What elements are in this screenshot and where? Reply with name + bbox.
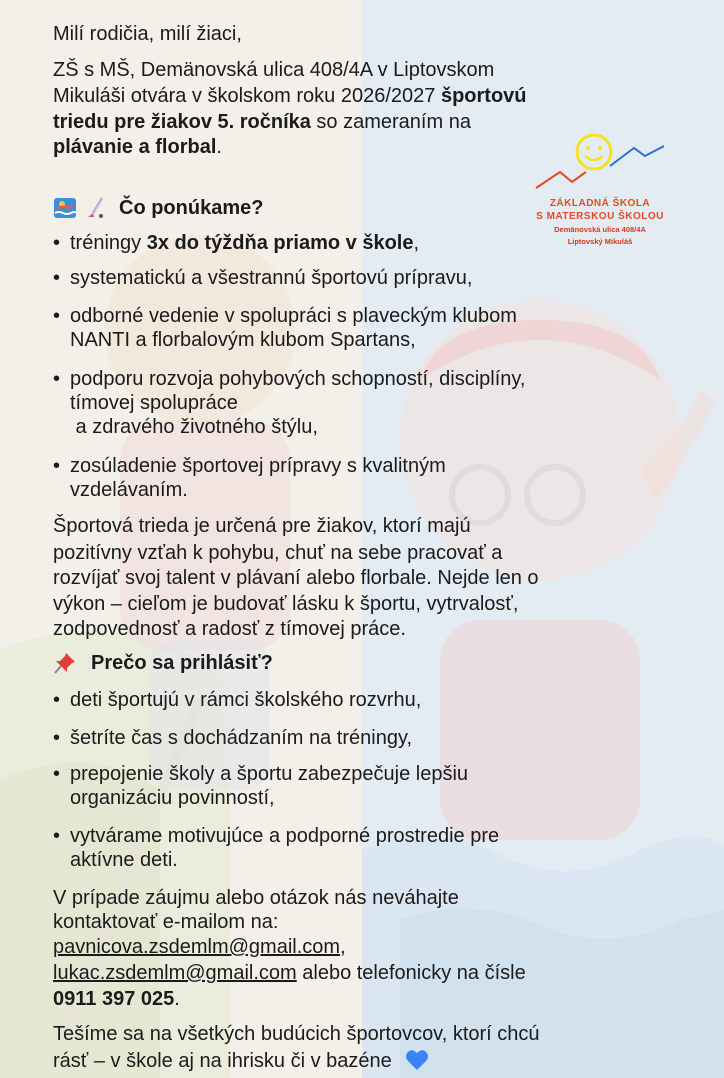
- greeting: Milí rodičia, milí žiaci,: [53, 23, 242, 45]
- intro-line: triedu pre žiakov 5. ročníka so zameraním na: [53, 111, 471, 133]
- contact-line: 0911 397 025.: [53, 988, 180, 1010]
- why-heading: [53, 651, 273, 675]
- offer-heading-text: Čo ponúkame?: [119, 197, 264, 219]
- flyer-content: Milí rodičia, milí žiaci, ZŠ s MŠ, Demänovská ulica 408/4A v Liptovskom Mikuláši otvára v školskom roku 2026/2027 športovú triedu pre žiakov 5. ročníka so zameraním na plávanie a florbal. ZÁKLADNÁ ŠKOLA S MATERSKOU ŠKOLOU Demänovská ulica 408/4A Liptovský Mikuláš Čo ponúkame? • tréningy 3x do týždňa priamo v škole, • systematickú a všestrannú športovú prípravu, • odborné vedenie v spolupráci s plaveckým klubom NANTI a florbalovým klubom Spartans, • podporu rozvoja pohybových schopností, disciplíny, tímovej spolupráce a zdravého životného štýlu, • zosúladenie športovej prípravy s kvalitným vzdelávaním. Športová trieda je určená pre žiakov, ktorí majú pozitívny vzťah k pohybu, chuť na sebe pracovať a rozvíjať svoj talent v plávaní alebo florbale. Nejde len o výkon – cieľom je budovať lásku k športu, vytrvalosť, zodpovednosť a radosť z tímovej práce. Prečo sa prihlásiť? • deti športujú v rámci školského rozvrhu, • šetríte čas s dochádzaním na tréningy, • prepojenie školy a športu zabezpečuje lepšiu organizáciu povinností, • vytvárame motivujúce a podporné prostredie pre aktívne deti. V prípade záujmu alebo otázok nás neváhajte kontaktovať e-mailom na: pavnicova.zsdemlm@gmail.com, lukac.zsdemlm@gmail.com alebo telefonicky na čísle 0911 397 025. Tešíme sa na všetkých budúcich športovcov, ktorí chcú rásť – v škole aj na ihrisku či v bazéne: [0, 0, 724, 1078]
- contact-line: V prípade záujmu alebo otázok nás neváhajte: [53, 887, 459, 909]
- logo-graphic: [530, 126, 670, 201]
- description-line: Športová trieda je určená pre žiakov, ktorí majú: [53, 515, 471, 537]
- closing-line: rásť – v škole aj na ihrisku či v bazéne: [53, 1049, 429, 1071]
- logo-line: Liptovský Mikuláš: [567, 237, 633, 246]
- school-logo: [530, 126, 670, 256]
- description-line: rozvíjať svoj talent v plávaní alebo florbale. Nejde len o: [53, 567, 539, 589]
- description-line: pozitívny vzťah k pohybu, chuť na sebe pracovať a: [53, 542, 503, 564]
- intro-line: Mikuláši otvára v školskom roku 2026/2027 športovú: [53, 85, 527, 107]
- offer-heading: [53, 196, 263, 220]
- why-heading-text: Prečo sa prihlásiť?: [91, 652, 273, 674]
- logo-line: ZÁKLADNÁ ŠKOLA: [549, 198, 651, 209]
- description-line: zodpovednosť a radosť z tímovej práce.: [53, 618, 406, 640]
- contact-line: pavnicova.zsdemlm@gmail.com,: [53, 936, 346, 958]
- intro-line: ZŠ s MŠ, Demänovská ulica 408/4A v Liptovskom: [53, 59, 495, 81]
- email-link-1[interactable]: pavnicova.zsdemlm@gmail.com: [53, 936, 341, 958]
- hockey-stick-icon: [85, 196, 109, 220]
- contact-line: kontaktovať e-mailom na:: [53, 911, 279, 933]
- blue-heart-icon: [405, 1049, 429, 1071]
- closing-line: Tešíme sa na všetkých budúcich športovcov, ktorí chcú: [53, 1023, 540, 1045]
- description-line: výkon – cieľom je budovať lásku k športu, vytrvalosť,: [53, 593, 519, 615]
- intro-line: plávanie a florbal.: [53, 136, 222, 158]
- pushpin-icon: [53, 651, 77, 675]
- phone-number[interactable]: 0911 397 025: [53, 988, 175, 1010]
- contact-line: lukac.zsdemlm@gmail.com alebo telefonicky na čísle: [53, 962, 526, 984]
- swimmer-icon: [53, 196, 77, 220]
- logo-line: Demänovská ulica 408/4A: [554, 225, 646, 234]
- email-link-2[interactable]: lukac.zsdemlm@gmail.com: [53, 962, 297, 984]
- logo-line: S MATERSKOU ŠKOLOU: [536, 211, 664, 222]
